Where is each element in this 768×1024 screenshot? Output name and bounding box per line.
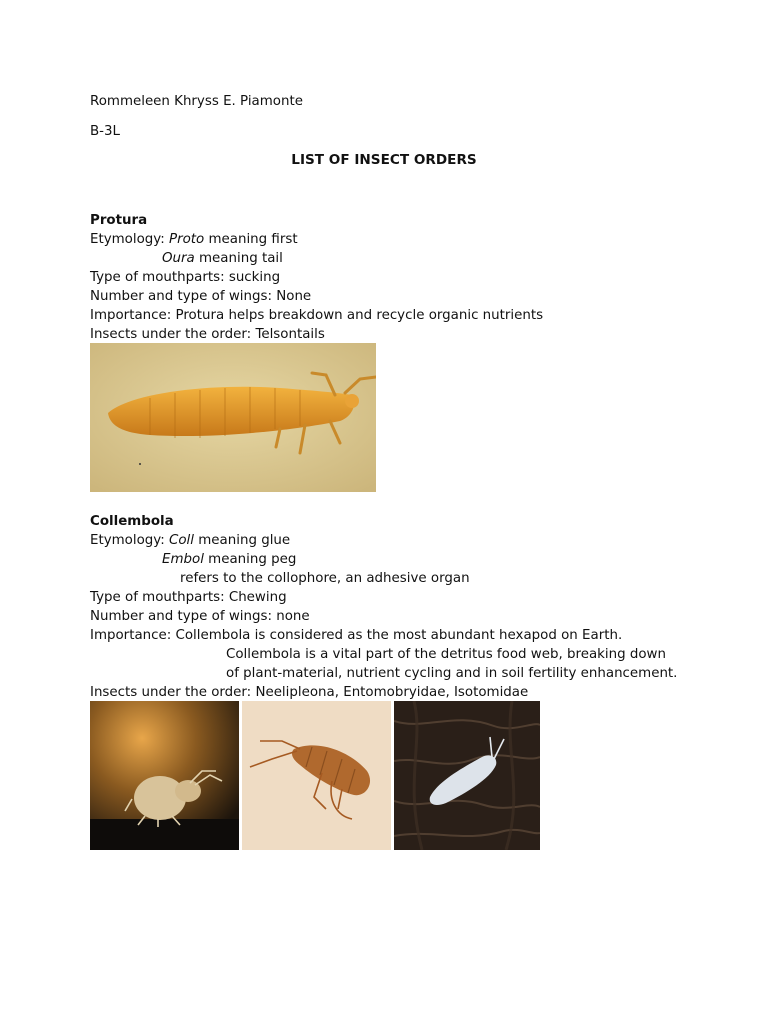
section-code: B-3L (90, 124, 120, 139)
insects-line: Insects under the order: Telsontails (90, 327, 325, 342)
importance-line: Importance: Protura helps breakdown and recycle organic nutrients (90, 308, 544, 323)
etymology-note: refers to the collophore, an adhesive organ (180, 571, 470, 586)
etymology-meaning: meaning first (204, 232, 298, 247)
etymology-word: Embol (162, 552, 204, 567)
insects-line: Insects under the order: Neelipleona, Entomobryidae, Isotomidae (90, 685, 529, 700)
etymology-meaning: meaning glue (194, 533, 291, 548)
etymology-line (90, 230, 298, 249)
importance-line: Importance: Collembola is considered as the most abundant hexapod on Earth. (90, 628, 623, 643)
importance-line-3: of plant-material, nutrient cycling and in soil fertility enhancement. (226, 666, 678, 681)
wings-line: Number and type of wings: none (90, 609, 310, 624)
order-name-protura: Protura (90, 213, 148, 228)
etymology-word: Proto (169, 232, 205, 247)
order-name-collembola: Collembola (90, 514, 174, 529)
protura-photo (90, 343, 376, 492)
etymology-line-2 (162, 249, 283, 268)
isotomidae-photo (394, 701, 540, 850)
mouthparts-line: Type of mouthparts: sucking (90, 270, 281, 285)
entomobryidae-photo (242, 701, 391, 850)
etymology-label: Etymology: (90, 533, 170, 548)
etymology-word: Coll (169, 533, 194, 548)
etymology-meaning: meaning peg (203, 552, 297, 567)
etymology-meaning: meaning tail (194, 251, 283, 266)
wings-line: Number and type of wings: None (90, 289, 312, 304)
importance-line-2: Collembola is a vital part of the detritus food web, breaking down (226, 647, 666, 662)
mouthparts-line: Type of mouthparts: Chewing (90, 590, 287, 605)
author-name: Rommeleen Khryss E. Piamonte (90, 94, 303, 109)
page-title: LIST OF INSECT ORDERS (291, 152, 477, 168)
etymology-line (90, 531, 290, 550)
etymology-word: Oura (162, 251, 195, 266)
etymology-line-2 (162, 550, 296, 569)
etymology-label: Etymology: (90, 232, 170, 247)
neelipleona-photo (90, 701, 239, 850)
